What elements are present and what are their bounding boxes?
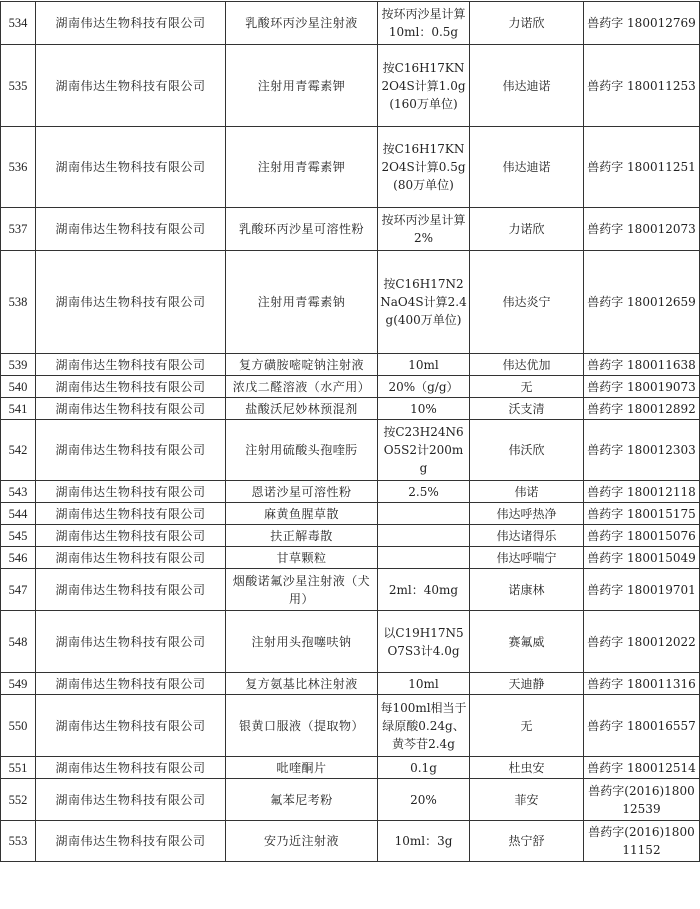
row-number-cell: 539 <box>1 354 36 376</box>
table-row <box>1 757 700 779</box>
brand-name-cell: 伟达诸得乐 <box>470 525 584 547</box>
row-number-cell: 548 <box>1 611 36 673</box>
table-row <box>1 673 700 695</box>
specification-cell: 10ml：3g <box>378 821 470 862</box>
company-name-cell: 湖南伟达生物科技有限公司 <box>36 208 226 251</box>
table-row <box>1 398 700 420</box>
company-name-cell: 湖南伟达生物科技有限公司 <box>36 757 226 779</box>
specification-cell: 2ml：40mg <box>378 569 470 611</box>
brand-name-cell: 杜虫安 <box>470 757 584 779</box>
approval-number-cell: 兽药字 180019073 <box>584 376 700 398</box>
specification-cell: 按C16H17N2NaO4S计算2.4g(400万单位) <box>378 251 470 354</box>
product-name-cell: 安乃近注射液 <box>226 821 378 862</box>
table-row <box>1 251 700 354</box>
brand-name-cell: 天迪静 <box>470 673 584 695</box>
company-name-cell: 湖南伟达生物科技有限公司 <box>36 481 226 503</box>
brand-name-cell: 赛氟威 <box>470 611 584 673</box>
company-name-cell: 湖南伟达生物科技有限公司 <box>36 503 226 525</box>
company-name-cell: 湖南伟达生物科技有限公司 <box>36 673 226 695</box>
approval-number-cell: 兽药字 180012303 <box>584 420 700 481</box>
row-number-cell: 534 <box>1 2 36 45</box>
specification-cell <box>378 503 470 525</box>
product-name-cell: 氟苯尼考粉 <box>226 779 378 821</box>
brand-name-cell: 菲安 <box>470 779 584 821</box>
approval-number-cell: 兽药字 180012118 <box>584 481 700 503</box>
table-row <box>1 45 700 127</box>
product-name-cell: 乳酸环丙沙星注射液 <box>226 2 378 45</box>
approval-number-cell: 兽药字(2016)180012539 <box>584 779 700 821</box>
table-row <box>1 821 700 862</box>
brand-name-cell: 伟沃欣 <box>470 420 584 481</box>
brand-name-cell: 伟诺 <box>470 481 584 503</box>
product-name-cell: 浓戊二醛溶液（水产用） <box>226 376 378 398</box>
approval-number-cell: 兽药字(2016)180011152 <box>584 821 700 862</box>
specification-cell: 以C19H17N5O7S3计4.0g <box>378 611 470 673</box>
company-name-cell: 湖南伟达生物科技有限公司 <box>36 251 226 354</box>
table-row <box>1 779 700 821</box>
product-name-cell: 注射用硫酸头孢喹肟 <box>226 420 378 481</box>
veterinary-drug-table <box>0 1 700 862</box>
table-row <box>1 569 700 611</box>
brand-name-cell: 力诺欣 <box>470 208 584 251</box>
specification-cell: 按环丙沙星计算10ml：0.5g <box>378 2 470 45</box>
row-number-cell: 550 <box>1 695 36 757</box>
row-number-cell: 545 <box>1 525 36 547</box>
company-name-cell: 湖南伟达生物科技有限公司 <box>36 354 226 376</box>
row-number-cell: 542 <box>1 420 36 481</box>
brand-name-cell: 伟达优加 <box>470 354 584 376</box>
product-name-cell: 注射用青霉素钾 <box>226 127 378 208</box>
specification-cell: 2.5% <box>378 481 470 503</box>
table-row <box>1 2 700 45</box>
specification-cell: 10ml <box>378 673 470 695</box>
table-row <box>1 127 700 208</box>
approval-number-cell: 兽药字 180011253 <box>584 45 700 127</box>
table-row <box>1 611 700 673</box>
product-name-cell: 麻黄鱼腥草散 <box>226 503 378 525</box>
row-number-cell: 553 <box>1 821 36 862</box>
product-name-cell: 注射用头孢噻呋钠 <box>226 611 378 673</box>
approval-number-cell: 兽药字 180015175 <box>584 503 700 525</box>
approval-number-cell: 兽药字 180011316 <box>584 673 700 695</box>
row-number-cell: 546 <box>1 547 36 569</box>
approval-number-cell: 兽药字 180012073 <box>584 208 700 251</box>
company-name-cell: 湖南伟达生物科技有限公司 <box>36 525 226 547</box>
brand-name-cell: 热宁舒 <box>470 821 584 862</box>
brand-name-cell: 力诺欣 <box>470 2 584 45</box>
company-name-cell: 湖南伟达生物科技有限公司 <box>36 821 226 862</box>
product-name-cell: 盐酸沃尼妙林预混剂 <box>226 398 378 420</box>
brand-name-cell: 无 <box>470 695 584 757</box>
row-number-cell: 540 <box>1 376 36 398</box>
table-row <box>1 695 700 757</box>
table-row <box>1 354 700 376</box>
specification-cell: 20%（g/g） <box>378 376 470 398</box>
specification-cell: 按C16H17KN2O4S计算1.0g(160万单位) <box>378 45 470 127</box>
brand-name-cell: 伟达迪诺 <box>470 45 584 127</box>
table-row <box>1 503 700 525</box>
specification-cell <box>378 525 470 547</box>
table-row <box>1 376 700 398</box>
product-name-cell: 乳酸环丙沙星可溶性粉 <box>226 208 378 251</box>
specification-cell: 0.1g <box>378 757 470 779</box>
row-number-cell: 544 <box>1 503 36 525</box>
row-number-cell: 535 <box>1 45 36 127</box>
approval-number-cell: 兽药字 180012892 <box>584 398 700 420</box>
table-row <box>1 208 700 251</box>
table-row <box>1 420 700 481</box>
company-name-cell: 湖南伟达生物科技有限公司 <box>36 547 226 569</box>
approval-number-cell: 兽药字 180016557 <box>584 695 700 757</box>
company-name-cell: 湖南伟达生物科技有限公司 <box>36 569 226 611</box>
approval-number-cell: 兽药字 180012514 <box>584 757 700 779</box>
product-name-cell: 恩诺沙星可溶性粉 <box>226 481 378 503</box>
row-number-cell: 538 <box>1 251 36 354</box>
specification-cell: 10ml <box>378 354 470 376</box>
brand-name-cell: 无 <box>470 376 584 398</box>
brand-name-cell: 诺康林 <box>470 569 584 611</box>
row-number-cell: 541 <box>1 398 36 420</box>
approval-number-cell: 兽药字 180011251 <box>584 127 700 208</box>
table-row <box>1 525 700 547</box>
row-number-cell: 537 <box>1 208 36 251</box>
product-name-cell: 复方氨基比林注射液 <box>226 673 378 695</box>
table-row <box>1 481 700 503</box>
brand-name-cell: 伟达炎宁 <box>470 251 584 354</box>
product-name-cell: 注射用青霉素钠 <box>226 251 378 354</box>
product-name-cell: 烟酸诺氟沙星注射液（犬用） <box>226 569 378 611</box>
brand-name-cell: 沃支清 <box>470 398 584 420</box>
specification-cell <box>378 547 470 569</box>
product-name-cell: 甘草颗粒 <box>226 547 378 569</box>
row-number-cell: 547 <box>1 569 36 611</box>
brand-name-cell: 伟达呼喘宁 <box>470 547 584 569</box>
row-number-cell: 552 <box>1 779 36 821</box>
product-name-cell: 注射用青霉素钾 <box>226 45 378 127</box>
table-row <box>1 547 700 569</box>
company-name-cell: 湖南伟达生物科技有限公司 <box>36 695 226 757</box>
brand-name-cell: 伟达呼热净 <box>470 503 584 525</box>
specification-cell: 10% <box>378 398 470 420</box>
approval-number-cell: 兽药字 180012769 <box>584 2 700 45</box>
specification-cell: 20% <box>378 779 470 821</box>
product-name-cell: 扶正解毒散 <box>226 525 378 547</box>
approval-number-cell: 兽药字 180012022 <box>584 611 700 673</box>
product-name-cell: 复方磺胺嘧啶钠注射液 <box>226 354 378 376</box>
company-name-cell: 湖南伟达生物科技有限公司 <box>36 127 226 208</box>
specification-cell: 按环丙沙星计算2% <box>378 208 470 251</box>
row-number-cell: 543 <box>1 481 36 503</box>
row-number-cell: 536 <box>1 127 36 208</box>
row-number-cell: 551 <box>1 757 36 779</box>
specification-cell: 每100ml相当于绿原酸0.24g、黄芩苷2.4g <box>378 695 470 757</box>
approval-number-cell: 兽药字 180019701 <box>584 569 700 611</box>
approval-number-cell: 兽药字 180012659 <box>584 251 700 354</box>
approval-number-cell: 兽药字 180015049 <box>584 547 700 569</box>
table-body <box>1 2 700 862</box>
product-name-cell: 吡喹酮片 <box>226 757 378 779</box>
company-name-cell: 湖南伟达生物科技有限公司 <box>36 376 226 398</box>
product-name-cell: 银黄口服液（提取物） <box>226 695 378 757</box>
approval-number-cell: 兽药字 180015076 <box>584 525 700 547</box>
row-number-cell: 549 <box>1 673 36 695</box>
company-name-cell: 湖南伟达生物科技有限公司 <box>36 398 226 420</box>
specification-cell: 按C16H17KN2O4S计算0.5g(80万单位) <box>378 127 470 208</box>
company-name-cell: 湖南伟达生物科技有限公司 <box>36 45 226 127</box>
specification-cell: 按C23H24N6O5S2计200mg <box>378 420 470 481</box>
approval-number-cell: 兽药字 180011638 <box>584 354 700 376</box>
company-name-cell: 湖南伟达生物科技有限公司 <box>36 611 226 673</box>
company-name-cell: 湖南伟达生物科技有限公司 <box>36 420 226 481</box>
company-name-cell: 湖南伟达生物科技有限公司 <box>36 2 226 45</box>
brand-name-cell: 伟达迪诺 <box>470 127 584 208</box>
company-name-cell: 湖南伟达生物科技有限公司 <box>36 779 226 821</box>
